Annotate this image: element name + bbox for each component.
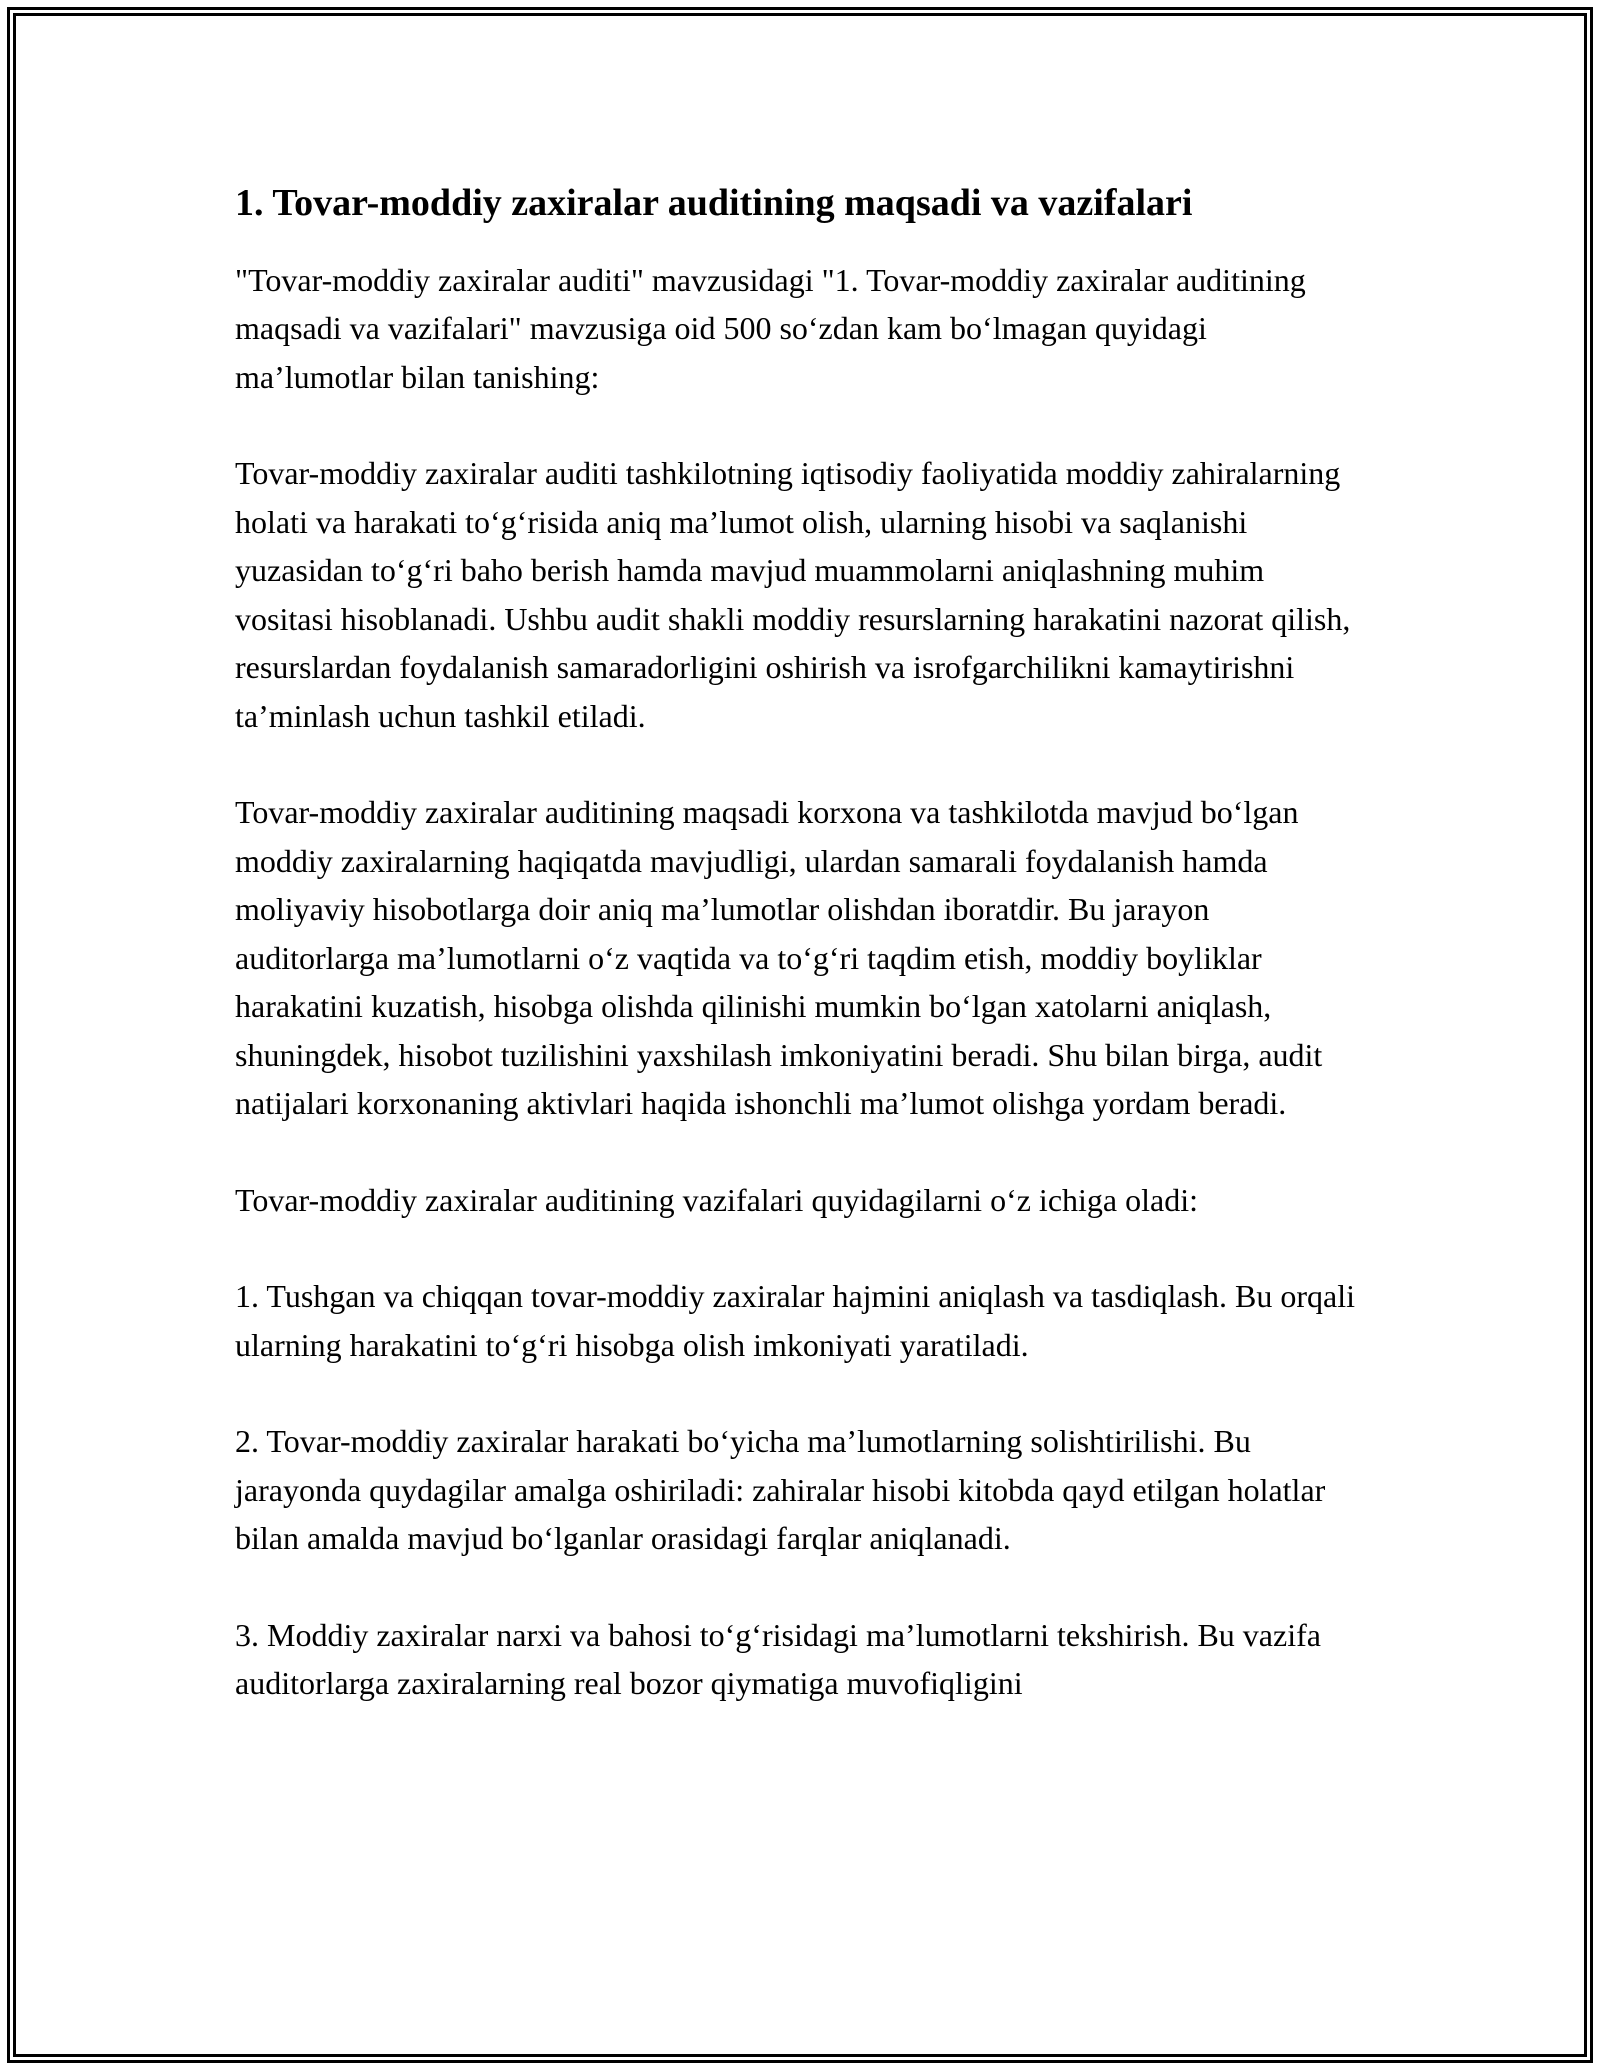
paragraph-intro: "Tovar-moddiy zaxiralar auditi" mavzusidagi "1. Tovar-moddiy zaxiralar auditining maqsadi va vazifalari" mavzusiga oid 500 so‘zdan kam bo‘lmagan quyidagi ma’lumotlar bilan tanishing: [235, 261, 1306, 395]
document-body [235, 180, 1365, 1756]
paragraph-overview: Tovar-moddiy zaxiralar auditi tashkilotning iqtisodiy faoliyatida moddiy zahiralarning holati va harakati to‘g‘risida aniq ma’lumot olish, ularning hisobi va saqlanishi yuzasidan to‘g‘ri baho berish hamda mavjud muammolarni aniqlashning muhim vositasi hisoblanadi. Ushbu audit shakli moddiy resurslarning harakatini nazorat qilish, resurslardan foydalanish samaradorligini oshirish va isrofgarchilikni kamaytirishni ta’minlash uchun tashkil etiladi. [235, 455, 1351, 734]
document-heading: 1. Tovar-moddiy zaxiralar auditining maqsadi va vazifalari [235, 182, 1193, 224]
list-item-task-1: 1. Tushgan va chiqqan tovar-moddiy zaxiralar hajmini aniqlash va tasdiqlash. Bu orqali ularning harakatini to‘g‘ri hisobga olish imkoniyati yaratiladi. [235, 1278, 1356, 1363]
list-item-task-3: 3. Moddiy zaxiralar narxi va bahosi to‘g‘risidagi ma’lumotlarni tekshirish. Bu vazifa auditorlarga zaxiralarning real bozor qiymatiga muvofiqligini [235, 1616, 1321, 1701]
paragraph-purpose: Tovar-moddiy zaxiralar auditining maqsadi korxona va tashkilotda mavjud bo‘lgan moddiy zaxiralarning haqiqatda mavjudligi, ulardan samarali foydalanish hamda moliyaviy hisobotlarga doir aniq ma’lumotlar olishdan iboratdir. Bu jarayon auditorlarga ma’lumotlarni o‘z vaqtida va to‘g‘ri taqdim etish, moddiy boyliklar harakatini kuzatish, hisobga olishda qilinishi mumkin bo‘lgan xatolarni aniqlash, shuningdek, hisobot tuzilishini yaxshilash imkoniyatini beradi. Shu bilan birga, audit natijalari korxonaning aktivlari haqida ishonchli ma’lumot olishga yordam beradi. [235, 794, 1323, 1121]
paragraph-tasks-intro: Tovar-moddiy zaxiralar auditining vazifalari quyidagilarni o‘z ichiga oladi: [235, 1181, 1198, 1218]
list-item-task-2: 2. Tovar-moddiy zaxiralar harakati bo‘yicha ma’lumotlarning solishtirilishi. Bu jarayonda quydagilar amalga oshiriladi: zahiralar hisobi kitobda qayd etilgan holatlar bilan amalda mavjud bo‘lganlar orasidagi farqlar aniqlanadi. [235, 1423, 1326, 1556]
